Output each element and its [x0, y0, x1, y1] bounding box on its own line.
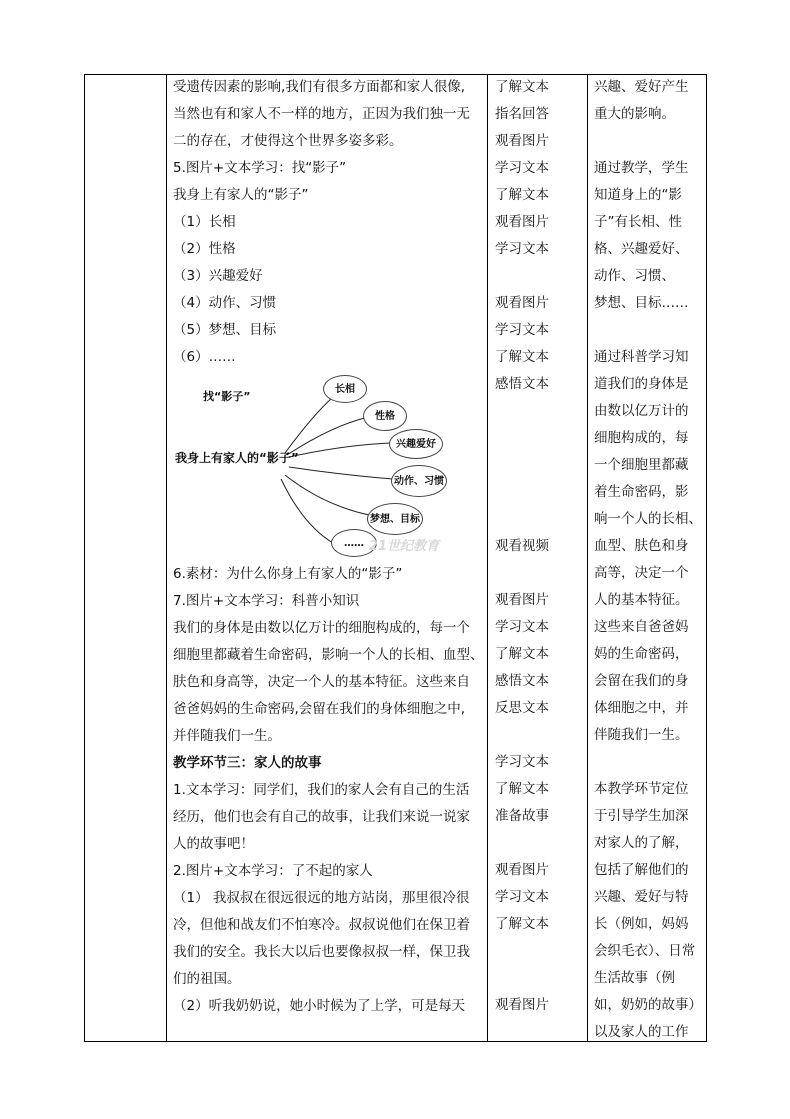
activity-item: 观看图片: [495, 862, 549, 878]
diagram-watermark: 21世纪教育: [369, 539, 440, 554]
teaching-content-column: [173, 74, 483, 1020]
story-1-line: 我们的安全。我长大以后也要像叔叔一样，保卫我: [173, 944, 470, 960]
shadow-mind-map: [173, 375, 473, 555]
activity-item: 观看图片: [495, 295, 549, 311]
story-1-line: （1） 我叔叔在很远很远的地方站岗，那里很冷很: [173, 890, 470, 906]
intent-line: 体细胞之中，并: [594, 700, 689, 716]
column-divider-3: [587, 74, 588, 1042]
intent-line: 长（例如，妈妈: [594, 916, 689, 932]
intro-line: 受遗传因素的影响,我们有很多方面都和家人很像,: [173, 79, 466, 95]
section-5-subtitle: 我身上有家人的“影子”: [173, 187, 309, 203]
student-activity-column: [495, 74, 583, 1019]
activity-item: 了解文本: [495, 646, 549, 662]
science-text-line: 肤色和身高等，决定一个人的基本特征。这些来自: [173, 674, 470, 690]
intent-line: 由数以亿万计的: [594, 403, 689, 419]
activity-item: 感悟文本: [495, 376, 549, 392]
intent-line: 兴趣、爱好与特: [594, 889, 689, 905]
activity-item: 了解文本: [495, 187, 549, 203]
intent-line: 兴趣、爱好产生: [594, 79, 689, 95]
science-text-line: 并伴随我们一生。: [173, 728, 281, 744]
intent-line: 重大的影响。: [594, 106, 675, 122]
node-more: ……: [331, 529, 377, 557]
table-right-border: [706, 74, 707, 1042]
intent-line: 对家人的了解，: [594, 835, 689, 851]
section-2-title: 2.图片+文本学习：了不起的家人: [173, 863, 373, 879]
activity-item: 学习文本: [495, 241, 549, 257]
node-hobbies: 兴趣爱好: [389, 429, 443, 459]
column-divider-1: [166, 74, 167, 1042]
intent-line: 高等，决定一个: [594, 565, 689, 581]
node-habits: 动作、习惯: [391, 465, 447, 497]
intent-line: 以及家人的工作: [594, 1024, 689, 1040]
node-appearance: 长相: [323, 375, 367, 403]
section-7-title: 7.图片+文本学习：科普小知识: [173, 593, 360, 609]
list-item: （2）性格: [173, 241, 236, 257]
intent-line: 格、兴趣爱好、: [594, 241, 689, 257]
story-1-line: 们的祖国。: [173, 971, 241, 987]
activity-item: 了解文本: [495, 79, 549, 95]
intent-line: 会留在我们的身: [594, 673, 689, 689]
intent-line: 本教学环节定位: [594, 781, 689, 797]
activity-item: 了解文本: [495, 349, 549, 365]
intent-line: 血型、肤色和身: [594, 538, 689, 554]
intent-line: 梦想、目标……: [594, 295, 689, 311]
intent-line: 包括了解他们的: [594, 862, 689, 878]
list-item: （5）梦想、目标: [173, 322, 277, 338]
intent-line: 响一个人的长相、: [594, 511, 702, 527]
section-6-title: 6.素材：为什么你身上有家人的“影子”: [173, 566, 403, 582]
story-2-line: （2）听我奶奶说，她小时候为了上学，可是每天: [173, 998, 466, 1014]
list-item: （6）……: [173, 349, 236, 365]
node-dreams: 梦想、目标: [367, 503, 423, 535]
activity-item: 学习文本: [495, 754, 549, 770]
activity-item: 反思文本: [495, 700, 549, 716]
activity-item: 学习文本: [495, 889, 549, 905]
activity-item: 观看图片: [495, 214, 549, 230]
phase-3-heading: 教学环节三：家人的故事: [173, 755, 322, 771]
intent-line: 通过教学，学生: [594, 160, 689, 176]
intent-line: 伴随我们一生。: [594, 727, 689, 743]
activity-item: 观看图片: [495, 997, 549, 1013]
column-divider-2: [487, 74, 488, 1042]
section-1-line: 人的故事吧！: [173, 836, 254, 852]
intent-line: 如，奶奶的故事）: [594, 997, 702, 1013]
science-text-line: 细胞里都藏着生命密码，影响一个人的长相、血型、: [173, 647, 484, 663]
intent-line: 生活故事（例: [594, 970, 675, 986]
intent-line: 会织毛衣）、日常: [594, 943, 696, 959]
intro-line: 当然也有和家人不一样的地方，正因为我们独一无: [173, 106, 470, 122]
intent-line: 这些来自爸爸妈: [594, 619, 689, 635]
intent-line: 知道身上的“影: [594, 187, 682, 203]
activity-item: 观看图片: [495, 592, 549, 608]
table-left-border: [84, 74, 85, 1042]
activity-item: 学习文本: [495, 322, 549, 338]
story-1-line: 冷，但他和战友们不怕寒冷。叔叔说他们在保卫着: [173, 917, 470, 933]
activity-item: 准备故事: [495, 808, 549, 824]
intent-line: 细胞构成的，每: [594, 430, 689, 446]
activity-item: 了解文本: [495, 916, 549, 932]
section-5-title: 5.图片+文本学习：找“影子”: [173, 160, 347, 176]
intent-line: 通过科普学习知: [594, 349, 689, 365]
design-intent-column: [594, 74, 704, 1046]
activity-item: 学习文本: [495, 619, 549, 635]
science-text-line: 爸爸妈妈的生命密码,会留在我们的身体细胞之中,: [173, 701, 466, 717]
intent-line: 道我们的身体是: [594, 376, 689, 392]
activity-item: 指名回答: [495, 106, 549, 122]
diagram-title: 找“影子”: [203, 390, 251, 403]
intent-line: 着生命密码，影: [594, 484, 689, 500]
activity-item: 观看视频: [495, 538, 549, 554]
activity-item: 观看图片: [495, 133, 549, 149]
section-1-line: 1.文本学习：同学们，我们的家人会有自己的生活: [173, 782, 470, 798]
intent-line: 动作、习惯、: [594, 268, 675, 284]
activity-item: 感悟文本: [495, 673, 549, 689]
intent-line: 人的基本特征。: [594, 592, 689, 608]
intent-line: 妈的生命密码，: [594, 646, 689, 662]
node-personality: 性格: [363, 401, 407, 431]
intent-line: 于引导学生加深: [594, 808, 689, 824]
list-item: （3）兴趣爱好: [173, 268, 263, 284]
activity-item: 了解文本: [495, 781, 549, 797]
activity-item: 学习文本: [495, 160, 549, 176]
section-1-line: 经历，他们也会有自己的故事，让我们来说一说家: [173, 809, 470, 825]
diagram-center-label: 我身上有家人的“影子”: [175, 451, 299, 465]
list-item: （1）长相: [173, 214, 236, 230]
intro-line: 二的存在，才使得这个世界多姿多彩。: [173, 133, 403, 149]
science-text-line: 我们的身体是由数以亿万计的细胞构成的，每一个: [173, 620, 470, 636]
list-item: （4）动作、习惯: [173, 295, 277, 311]
intent-line: 子”有长相、性: [594, 214, 682, 230]
intent-line: 一个细胞里都藏: [594, 457, 689, 473]
